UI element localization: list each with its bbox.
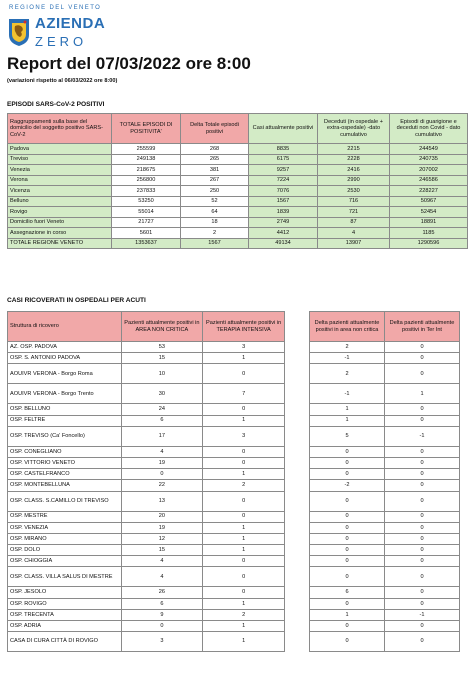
hospital-name: OSP. MIRANO bbox=[8, 533, 122, 544]
row-label: Rovigo bbox=[8, 207, 112, 218]
table-cell: 1839 bbox=[249, 207, 318, 218]
delta-cell: 2 bbox=[310, 342, 385, 353]
delta-row bbox=[310, 353, 460, 364]
table-cell: 256800 bbox=[112, 175, 181, 186]
hospital-row bbox=[8, 609, 285, 620]
col-header-guarigioni: Episodi di guarigione e deceduti non Covid - dato cumulativo bbox=[390, 114, 468, 144]
total-row bbox=[8, 238, 468, 249]
hospital-name: AOUIVR VERONA - Borgo Roma bbox=[8, 364, 122, 384]
table-cell: 2749 bbox=[249, 217, 318, 228]
delta-cell: 0 bbox=[385, 587, 460, 598]
delta-cell: 1 bbox=[310, 404, 385, 415]
hospital-row bbox=[8, 480, 285, 491]
delta-row bbox=[310, 556, 460, 567]
patients-cell: 0 bbox=[203, 587, 285, 598]
positivi-table bbox=[7, 113, 468, 249]
hospital-row bbox=[8, 404, 285, 415]
delta-cell: 1 bbox=[385, 384, 460, 404]
hospital-row bbox=[8, 415, 285, 426]
delta-cell: 0 bbox=[385, 511, 460, 522]
hospital-name: OSP. MESTRE bbox=[8, 511, 122, 522]
col-header-casi-positivi: Casi attualmente positivi bbox=[249, 114, 318, 144]
delta-row bbox=[310, 545, 460, 556]
table-cell: 267 bbox=[181, 175, 249, 186]
delta-cell: -2 bbox=[310, 480, 385, 491]
total-cell: 1290596 bbox=[390, 238, 468, 249]
table-cell: 244549 bbox=[390, 144, 468, 155]
delta-cell: 0 bbox=[385, 446, 460, 457]
total-label: TOTALE REGIONE VENETO bbox=[8, 238, 112, 249]
delta-cell: 0 bbox=[385, 342, 460, 353]
table-row bbox=[8, 228, 468, 239]
total-cell: 13907 bbox=[318, 238, 390, 249]
delta-row bbox=[310, 384, 460, 404]
table-cell: 7076 bbox=[249, 186, 318, 197]
row-label: Venezia bbox=[8, 165, 112, 176]
table-cell: 268 bbox=[181, 144, 249, 155]
row-label: Assegnazione in corso bbox=[8, 228, 112, 239]
delta-cell: 0 bbox=[385, 364, 460, 384]
col-header-delta-ter-int: Delta pazienti attualmente positivi in Ter Int bbox=[385, 312, 460, 342]
hospital-name: OSP. TREVISO (Ca' Foncello) bbox=[8, 426, 122, 446]
patients-cell: 7 bbox=[203, 384, 285, 404]
ricoverati-table bbox=[7, 311, 285, 652]
table-cell: 265 bbox=[181, 154, 249, 165]
delta-cell: 0 bbox=[310, 469, 385, 480]
patients-cell: 4 bbox=[121, 446, 203, 457]
table-cell: 218675 bbox=[112, 165, 181, 176]
table-cell: 8835 bbox=[249, 144, 318, 155]
patients-cell: 1 bbox=[203, 353, 285, 364]
delta-cell: 0 bbox=[385, 491, 460, 511]
delta-cell: 0 bbox=[310, 621, 385, 632]
table-cell: 207002 bbox=[390, 165, 468, 176]
patients-cell: 19 bbox=[121, 522, 203, 533]
patients-cell: 1 bbox=[203, 469, 285, 480]
delta-cell: -1 bbox=[385, 426, 460, 446]
hospital-name: CASA DI CURA CITTÀ DI ROVIGO bbox=[8, 632, 122, 652]
patients-cell: 0 bbox=[203, 446, 285, 457]
delta-row bbox=[310, 364, 460, 384]
hospital-name: OSP. FELTRE bbox=[8, 415, 122, 426]
patients-cell: 0 bbox=[203, 457, 285, 468]
table-row bbox=[8, 175, 468, 186]
table-cell: 18891 bbox=[390, 217, 468, 228]
table-cell: 255599 bbox=[112, 144, 181, 155]
hospital-row bbox=[8, 632, 285, 652]
hospital-row bbox=[8, 567, 285, 587]
col-header-deceduti: Deceduti (in ospedale + extra-ospedale) -dato cumulativo bbox=[318, 114, 390, 144]
table-cell: 716 bbox=[318, 196, 390, 207]
table-cell: 6175 bbox=[249, 154, 318, 165]
hospital-name: OSP. CONEGLIANO bbox=[8, 446, 122, 457]
table-row bbox=[8, 207, 468, 218]
patients-cell: 22 bbox=[121, 480, 203, 491]
delta-cell: 0 bbox=[385, 404, 460, 415]
table-row bbox=[8, 186, 468, 197]
report-subtitle: (variazioni rispetto al 06/03/2022 ore 8:00) bbox=[7, 78, 118, 84]
table-cell: 52454 bbox=[390, 207, 468, 218]
col-header-area-non-critica: Pazienti attualmente positivi in AREA NON CRITICA bbox=[121, 312, 203, 342]
logo-azienda-text: AZIENDA bbox=[35, 15, 106, 32]
delta-cell: 0 bbox=[385, 469, 460, 480]
hospital-row bbox=[8, 533, 285, 544]
table-cell: 4 bbox=[318, 228, 390, 239]
hospital-row bbox=[8, 491, 285, 511]
patients-cell: 20 bbox=[121, 511, 203, 522]
delta-cell: 0 bbox=[310, 457, 385, 468]
table-cell: 21727 bbox=[112, 217, 181, 228]
delta-cell: 5 bbox=[310, 426, 385, 446]
delta-cell: 0 bbox=[385, 533, 460, 544]
patients-cell: 0 bbox=[203, 491, 285, 511]
delta-row bbox=[310, 469, 460, 480]
table-cell: 237833 bbox=[112, 186, 181, 197]
patients-cell: 15 bbox=[121, 545, 203, 556]
hospital-name: AZ. OSP. PADOVA bbox=[8, 342, 122, 353]
logo-zero-text: ZERO bbox=[35, 34, 88, 49]
delta-cell: -1 bbox=[385, 609, 460, 620]
delta-cell: 0 bbox=[385, 621, 460, 632]
delta-row bbox=[310, 342, 460, 353]
delta-cell: 0 bbox=[310, 556, 385, 567]
hospital-name: OSP. CASTELFRANCO bbox=[8, 469, 122, 480]
patients-cell: 0 bbox=[121, 621, 203, 632]
section-positivi-heading: EPISODI SARS-CoV-2 POSITIVI bbox=[7, 101, 105, 108]
total-cell: 1353637 bbox=[112, 238, 181, 249]
patients-cell: 0 bbox=[203, 511, 285, 522]
delta-cell: 1 bbox=[310, 609, 385, 620]
hospital-name: OSP. MONTEBELLUNA bbox=[8, 480, 122, 491]
hospital-row bbox=[8, 384, 285, 404]
delta-cell: -1 bbox=[310, 353, 385, 364]
patients-cell: 10 bbox=[121, 364, 203, 384]
hospital-name: OSP. JESOLO bbox=[8, 587, 122, 598]
row-label: Domicilio fuori Veneto bbox=[8, 217, 112, 228]
table-cell: 228227 bbox=[390, 186, 468, 197]
hospital-row bbox=[8, 545, 285, 556]
patients-cell: 1 bbox=[203, 522, 285, 533]
hospital-row bbox=[8, 353, 285, 364]
hospital-name: OSP. S. ANTONIO PADOVA bbox=[8, 353, 122, 364]
patients-cell: 0 bbox=[203, 404, 285, 415]
delta-cell: 0 bbox=[385, 598, 460, 609]
hospital-row bbox=[8, 556, 285, 567]
table-cell: 9257 bbox=[249, 165, 318, 176]
delta-cell: 0 bbox=[310, 491, 385, 511]
delta-cell: 0 bbox=[385, 457, 460, 468]
delta-cell: 0 bbox=[385, 522, 460, 533]
row-label: Belluno bbox=[8, 196, 112, 207]
table-cell: 250 bbox=[181, 186, 249, 197]
table-cell: 2990 bbox=[318, 175, 390, 186]
delta-row bbox=[310, 632, 460, 652]
hospital-name: OSP. TRECENTA bbox=[8, 609, 122, 620]
delta-cell: 0 bbox=[385, 632, 460, 652]
delta-cell: 0 bbox=[310, 632, 385, 652]
hospital-name: OSP. CHIOGGIA bbox=[8, 556, 122, 567]
delta-cell: 1 bbox=[310, 415, 385, 426]
patients-cell: 9 bbox=[121, 609, 203, 620]
table-cell: 246586 bbox=[390, 175, 468, 186]
table-row bbox=[8, 217, 468, 228]
hospital-name: OSP. VITTORIO VENETO bbox=[8, 457, 122, 468]
patients-cell: 12 bbox=[121, 533, 203, 544]
delta-row bbox=[310, 609, 460, 620]
delta-cell: 0 bbox=[385, 353, 460, 364]
patients-cell: 2 bbox=[203, 480, 285, 491]
hospital-row bbox=[8, 364, 285, 384]
table-cell: 2530 bbox=[318, 186, 390, 197]
table-cell: 2228 bbox=[318, 154, 390, 165]
hospital-name: OSP. VENEZIA bbox=[8, 522, 122, 533]
delta-cell: 0 bbox=[310, 511, 385, 522]
patients-cell: 1 bbox=[203, 533, 285, 544]
hospital-row bbox=[8, 457, 285, 468]
hospital-name: OSP. CLASS. VILLA SALUS DI MESTRE bbox=[8, 567, 122, 587]
patients-cell: 24 bbox=[121, 404, 203, 415]
patients-cell: 3 bbox=[121, 632, 203, 652]
table-cell: 53250 bbox=[112, 196, 181, 207]
table-cell: 4412 bbox=[249, 228, 318, 239]
azienda-zero-logo bbox=[7, 3, 147, 53]
patients-cell: 13 bbox=[121, 491, 203, 511]
col-header-delta-area-non-critica: Delta pazienti attualmente positivi in area non critica bbox=[310, 312, 385, 342]
table-cell: 55014 bbox=[112, 207, 181, 218]
delta-cell: 0 bbox=[310, 522, 385, 533]
total-cell: 49134 bbox=[249, 238, 318, 249]
patients-cell: 19 bbox=[121, 457, 203, 468]
row-label: Treviso bbox=[8, 154, 112, 165]
total-cell: 1567 bbox=[181, 238, 249, 249]
hospital-row bbox=[8, 587, 285, 598]
delta-cell: 0 bbox=[310, 533, 385, 544]
table-cell: 240735 bbox=[390, 154, 468, 165]
hospital-row bbox=[8, 511, 285, 522]
delta-row bbox=[310, 491, 460, 511]
hospital-name: OSP. ROVIGO bbox=[8, 598, 122, 609]
delta-row bbox=[310, 567, 460, 587]
table-cell: 7224 bbox=[249, 175, 318, 186]
hospital-name: AOUIVR VERONA - Borgo Trento bbox=[8, 384, 122, 404]
delta-row bbox=[310, 587, 460, 598]
table-cell: 381 bbox=[181, 165, 249, 176]
patients-cell: 6 bbox=[121, 415, 203, 426]
delta-row bbox=[310, 404, 460, 415]
patients-cell: 53 bbox=[121, 342, 203, 353]
delta-cell: 0 bbox=[385, 545, 460, 556]
delta-cell: 0 bbox=[385, 567, 460, 587]
delta-row bbox=[310, 415, 460, 426]
row-label: Vicenza bbox=[8, 186, 112, 197]
col-header-totale-episodi: TOTALE EPISODI DI POSITIVITA' bbox=[112, 114, 181, 144]
delta-cell: 6 bbox=[310, 587, 385, 598]
lion-emblem-icon bbox=[7, 17, 31, 47]
patients-cell: 0 bbox=[203, 364, 285, 384]
patients-cell: 0 bbox=[121, 469, 203, 480]
hospital-row bbox=[8, 426, 285, 446]
table-cell: 2 bbox=[181, 228, 249, 239]
hospital-row bbox=[8, 621, 285, 632]
patients-cell: 1 bbox=[203, 598, 285, 609]
table-cell: 1567 bbox=[249, 196, 318, 207]
hospital-name: OSP. DOLO bbox=[8, 545, 122, 556]
delta-cell: 0 bbox=[385, 480, 460, 491]
hospital-row bbox=[8, 598, 285, 609]
table-cell: 52 bbox=[181, 196, 249, 207]
delta-row bbox=[310, 446, 460, 457]
patients-cell: 4 bbox=[121, 567, 203, 587]
patients-cell: 1 bbox=[203, 621, 285, 632]
table-cell: 2215 bbox=[318, 144, 390, 155]
delta-row bbox=[310, 511, 460, 522]
report-title: Report del 07/03/2022 ore 8:00 bbox=[7, 54, 251, 73]
hospital-name: OSP. BELLUNO bbox=[8, 404, 122, 415]
table-cell: 18 bbox=[181, 217, 249, 228]
row-label: Verona bbox=[8, 175, 112, 186]
patients-cell: 3 bbox=[203, 342, 285, 353]
patients-cell: 17 bbox=[121, 426, 203, 446]
patients-cell: 0 bbox=[203, 567, 285, 587]
table-row bbox=[8, 196, 468, 207]
patients-cell: 3 bbox=[203, 426, 285, 446]
row-label: Padova bbox=[8, 144, 112, 155]
delta-cell: 0 bbox=[310, 446, 385, 457]
delta-row bbox=[310, 621, 460, 632]
patients-cell: 1 bbox=[203, 415, 285, 426]
col-header-struttura: Struttura di ricovero bbox=[8, 312, 122, 342]
delta-ricoverati-table bbox=[309, 311, 460, 652]
hospital-row bbox=[8, 446, 285, 457]
patients-cell: 2 bbox=[203, 609, 285, 620]
delta-row bbox=[310, 598, 460, 609]
delta-cell: 0 bbox=[310, 545, 385, 556]
hospital-row bbox=[8, 469, 285, 480]
hospital-row bbox=[8, 522, 285, 533]
col-header-raggruppamenti: Raggruppamenti sulla base del domicilio del soggetto positivo SARS-CoV-2 bbox=[8, 114, 112, 144]
delta-row bbox=[310, 426, 460, 446]
table-cell: 64 bbox=[181, 207, 249, 218]
delta-cell: 0 bbox=[310, 567, 385, 587]
patients-cell: 26 bbox=[121, 587, 203, 598]
delta-row bbox=[310, 533, 460, 544]
table-row bbox=[8, 144, 468, 155]
col-header-terapia-intensiva: Pazienti attualmente positivi in TERAPIA INTENSIVA bbox=[203, 312, 285, 342]
patients-cell: 1 bbox=[203, 632, 285, 652]
delta-cell: 2 bbox=[310, 364, 385, 384]
delta-cell: -1 bbox=[310, 384, 385, 404]
hospital-row bbox=[8, 342, 285, 353]
patients-cell: 0 bbox=[203, 556, 285, 567]
col-header-delta-totale: Delta Totale episodi positivi bbox=[181, 114, 249, 144]
section-ricoverati-heading: CASI RICOVERATI IN OSPEDALI PER ACUTI bbox=[7, 297, 146, 304]
table-cell: 1185 bbox=[390, 228, 468, 239]
table-cell: 249138 bbox=[112, 154, 181, 165]
patients-cell: 15 bbox=[121, 353, 203, 364]
table-row bbox=[8, 154, 468, 165]
delta-row bbox=[310, 480, 460, 491]
delta-cell: 0 bbox=[385, 415, 460, 426]
patients-cell: 30 bbox=[121, 384, 203, 404]
table-cell: 50967 bbox=[390, 196, 468, 207]
delta-row bbox=[310, 457, 460, 468]
hospital-name: OSP. ADRIA bbox=[8, 621, 122, 632]
table-row bbox=[8, 165, 468, 176]
delta-cell: 0 bbox=[310, 598, 385, 609]
table-cell: 5601 bbox=[112, 228, 181, 239]
table-cell: 2416 bbox=[318, 165, 390, 176]
patients-cell: 6 bbox=[121, 598, 203, 609]
patients-cell: 4 bbox=[121, 556, 203, 567]
table-cell: 87 bbox=[318, 217, 390, 228]
patients-cell: 1 bbox=[203, 545, 285, 556]
delta-cell: 0 bbox=[385, 556, 460, 567]
region-label: REGIONE DEL VENETO bbox=[9, 5, 102, 11]
delta-row bbox=[310, 522, 460, 533]
hospital-name: OSP. CLASS. S.CAMILLO DI TREVISO bbox=[8, 491, 122, 511]
table-cell: 721 bbox=[318, 207, 390, 218]
